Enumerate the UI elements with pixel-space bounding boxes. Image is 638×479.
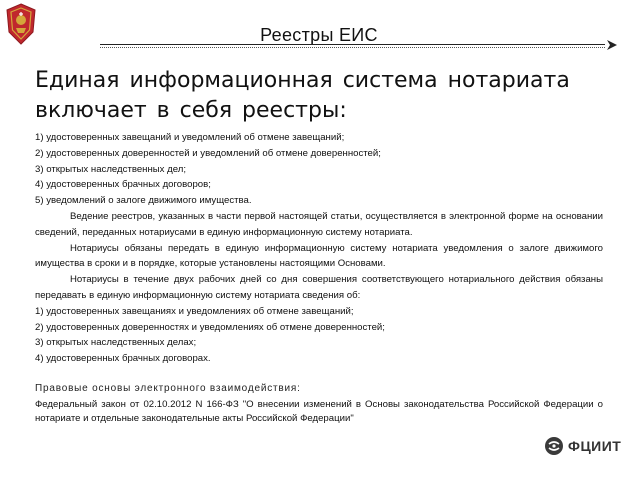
paragraph: Нотариусы обязаны передать в единую информационную систему нотариата уведомления о залоге движимого имущества в сроки и в порядке, которые установлены настоящими Основами.: [35, 242, 603, 270]
forward-arrow-icon[interactable]: [605, 38, 619, 52]
list-item: 5) уведомлений о залоге движимого имущества.: [35, 195, 252, 207]
page-title: Реестры ЕИС: [260, 25, 378, 45]
fciit-logo-icon: [544, 436, 564, 456]
list-item: 4) удостоверенных брачных договоров;: [35, 179, 211, 191]
list-item: 3) открытых наследственных делах;: [35, 337, 197, 349]
list-item: 1) удостоверенных завещаниях и уведомлениях об отмене завещаний;: [35, 305, 354, 317]
paragraph: Ведение реестров, указанных в части первой настоящей статьи, осуществляется в электронной форме на основании сведений, переданных нотариусами в единую информационную систему нотариата.: [35, 210, 603, 238]
list-item: 1) удостоверенных завещаний и уведомлений об отмене завещаний;: [35, 132, 345, 143]
header-divider-dotted: [100, 47, 605, 48]
list-item: 2) удостоверенных доверенностях и уведомлениях об отмене доверенностей;: [35, 321, 385, 333]
fciit-logo: [544, 436, 621, 456]
body-text: [35, 130, 603, 367]
slide-heading: [35, 66, 605, 126]
fciit-logo-text: ФЦИИТ: [568, 438, 622, 454]
list-item: 4) удостоверенных брачных договорах.: [35, 353, 211, 365]
list-item: 2) удостоверенных доверенностей и уведомлений об отмене доверенностей;: [35, 147, 381, 159]
slide-heading-line1: Единая информационная система нотариата: [35, 68, 570, 93]
list-item: 3) открытых наследственных дел;: [35, 163, 186, 175]
legal-basis-text: Федеральный закон от 02.10.2012 N 166-ФЗ "О внесении изменений в Основы законодательства Российской Федерации о нотариате и отдельные законодательные акты Российской Федерации": [35, 399, 603, 424]
legal-basis-heading: Правовые основы электронного взаимодействия:: [35, 383, 301, 394]
paragraph: Нотариусы в течение двух рабочих дней со дня совершения соответствующего нотариального действия обязаны передавать в единую информационную систему нотариата сведения об:: [35, 274, 603, 301]
header-divider: [100, 44, 605, 45]
slide-heading-line2: включает в себя реестры:: [35, 98, 347, 123]
